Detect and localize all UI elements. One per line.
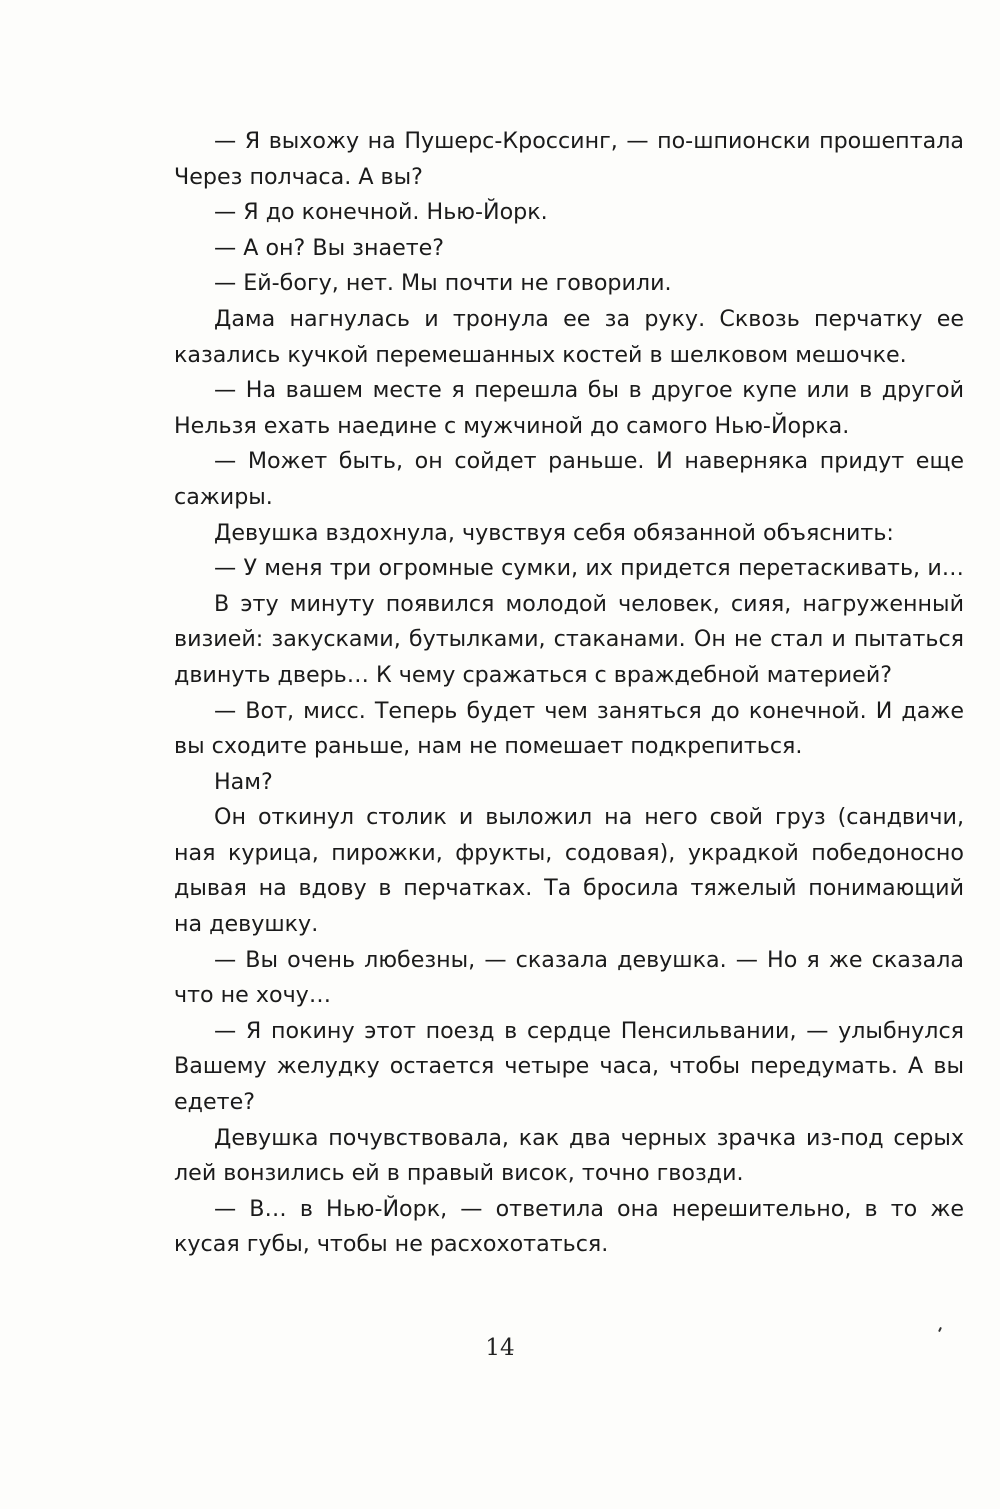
page-body-text — [174, 124, 964, 1263]
text-line: визией: закусками, бутылками, стаканами. Он не стал и пытаться — [174, 626, 964, 653]
text-line: — Ей-богу, нет. Мы почти не говорили. — [214, 270, 672, 297]
text-line: сажиры. — [174, 483, 273, 510]
text-line: Дама нагнулась и тронула ее за руку. Сквозь перчатку ее — [214, 305, 964, 332]
text-line: едете? — [174, 1089, 255, 1116]
text-line: казались кучкой перемешанных костей в шелковом мешочке. — [174, 341, 907, 368]
text-line: дывая на вдову в перчатках. Та бросила тяжелый понимающий — [174, 875, 964, 902]
text-line: Девушка почувствовала, как два черных зрачка из-под серых — [214, 1124, 964, 1151]
text-line: на девушку. — [174, 911, 319, 938]
text-line: В эту минуту появился молодой человек, сияя, нагруженный — [214, 590, 964, 617]
text-line: — Вот, мисс. Теперь будет чем заняться до конечной. И даже — [214, 697, 964, 724]
text-line: Девушка вздохнула, чувствуя себя обязанной объяснить: — [214, 519, 894, 546]
text-line: Нам? — [214, 768, 273, 795]
text-line: — Я покину этот поезд в сердце Пенсильвании, — улыбнулся — [214, 1017, 964, 1044]
page-number: 14 — [485, 1335, 515, 1361]
paper-speck — [938, 1327, 942, 1332]
text-line: лей вонзились ей в правый висок, точно гвозди. — [174, 1160, 744, 1187]
text-line: — На вашем месте я перешла бы в другое купе или в другой — [214, 377, 964, 404]
text-line: — У меня три огромные сумки, их придется перетаскивать, и… — [214, 555, 964, 582]
text-line: Нельзя ехать наедине с мужчиной до самого Нью-Йорка. — [174, 412, 850, 439]
text-line: что не хочу… — [174, 982, 332, 1009]
text-line: — Вы очень любезны, — сказала девушка. — Но я же сказала — [214, 946, 964, 973]
text-line: ная курица, пирожки, фрукты, содовая), украдкой победоносно — [174, 839, 964, 866]
text-line: — В… в Нью-Йорк, — ответила она нерешительно, в то же — [214, 1195, 964, 1222]
text-line: Вашему желудку остается четыре часа, чтобы передумать. А вы — [174, 1053, 964, 1080]
text-line: — Я выхожу на Пушерс-Кроссинг, — по-шпионски прошептала — [214, 128, 964, 154]
text-line: — Я до конечной. Нью-Йорк. — [214, 199, 548, 226]
text-line: Он откинул столик и выложил на него свой груз (сандвичи, — [214, 804, 964, 831]
text-line: Через полчаса. А вы? — [174, 163, 423, 190]
text-line: кусая губы, чтобы не расхохотаться. — [174, 1231, 609, 1258]
text-line: — Может быть, он сойдет раньше. И наверняка придут еще — [214, 448, 964, 475]
text-line: вы сходите раньше, нам не помешает подкрепиться. — [174, 733, 803, 760]
text-line: двинуть дверь… К чему сражаться с враждебной материей? — [174, 661, 893, 688]
text-line: — А он? Вы знаете? — [214, 234, 445, 261]
